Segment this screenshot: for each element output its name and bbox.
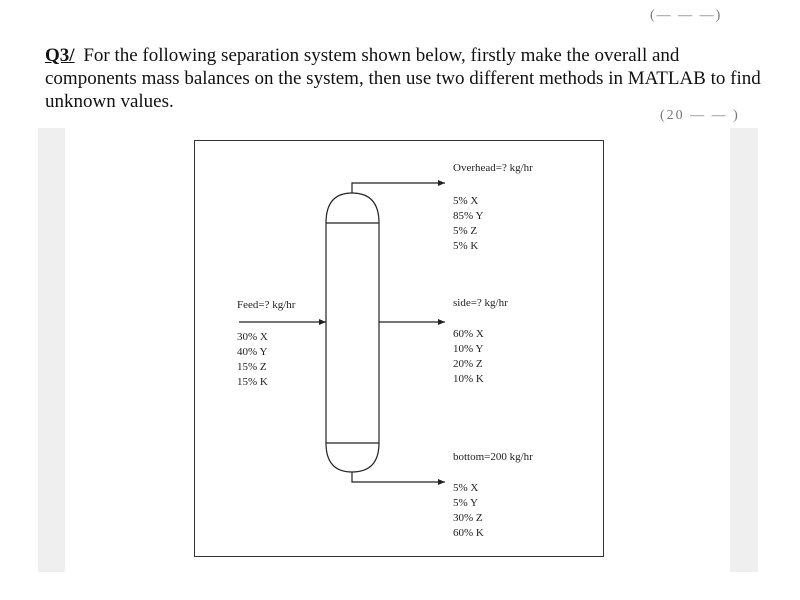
side-comp-k: 10% K — [453, 373, 484, 385]
bottom-comp-y: 5% Y — [453, 497, 478, 509]
overhead-stream-arrow — [352, 183, 445, 193]
feed-label: Feed=? kg/hr — [237, 299, 296, 311]
question-text — [45, 44, 765, 113]
question-body: For the following separation system shown below, firstly make the overall and components mass balances on the system, then use two different methods in MATLAB to find unknown values. — [45, 45, 761, 112]
feed-comp-x: 30% X — [237, 331, 268, 343]
side-comp-z: 20% Z — [453, 358, 483, 370]
bottom-comp-k: 60% K — [453, 527, 484, 539]
bottom-comp-x: 5% X — [453, 482, 479, 494]
left-margin-band — [38, 128, 65, 572]
overhead-label: Overhead=? kg/hr — [453, 162, 533, 174]
side-comp-y: 10% Y — [453, 343, 484, 355]
feed-comp-z: 15% Z — [237, 361, 267, 373]
side-comp-x: 60% X — [453, 328, 484, 340]
bottom-label: bottom=200 kg/hr — [453, 451, 533, 463]
column-vessel — [326, 193, 379, 472]
question-number: Q3/ — [45, 45, 75, 66]
overhead-comp-z: 5% Z — [453, 225, 478, 237]
overhead-comp-x: 5% X — [453, 195, 479, 207]
feed-comp-y: 40% Y — [237, 346, 268, 358]
right-margin-band — [730, 128, 758, 572]
overhead-comp-k: 5% K — [453, 240, 479, 252]
separation-system-diagram — [194, 140, 604, 557]
top-score-mark: (— — —) — [650, 8, 723, 23]
bottom-comp-z: 30% Z — [453, 512, 483, 524]
side-label: side=? kg/hr — [453, 297, 508, 309]
overhead-comp-y: 85% Y — [453, 210, 484, 222]
feed-comp-k: 15% K — [237, 376, 268, 388]
side-score-mark: (20 — — ) — [660, 108, 740, 123]
bottom-stream-arrow — [352, 472, 445, 482]
